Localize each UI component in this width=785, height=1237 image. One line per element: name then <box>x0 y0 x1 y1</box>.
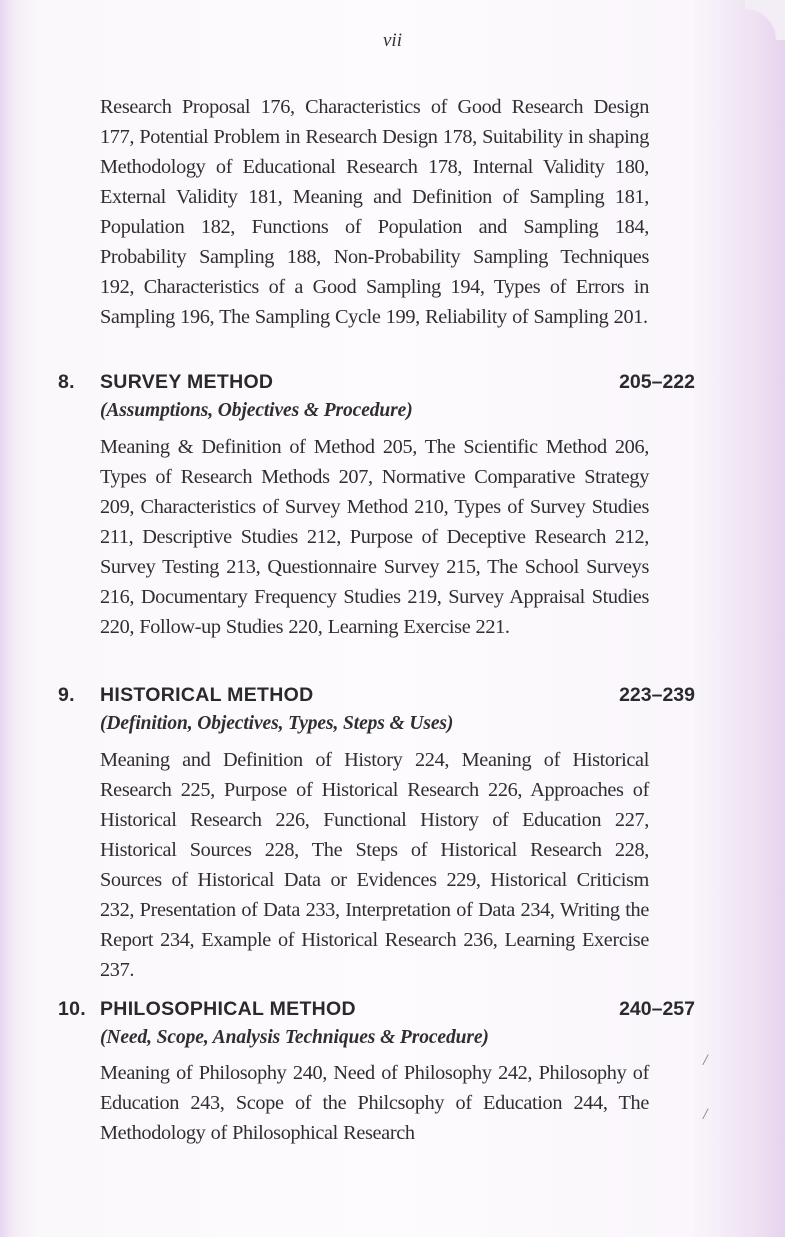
chapter-heading-8 <box>58 371 695 399</box>
pencil-mark: / <box>703 1052 708 1069</box>
chapter-subtitle-9: (Definition, Objectives, Types, Steps & Uses) <box>100 713 454 734</box>
page-number: vii <box>383 30 402 51</box>
chapter-subtitle-10: (Need, Scope, Analysis Techniques & Procedure) <box>100 1027 489 1048</box>
chapter-contents-9: Meaning and Definition of History 224, Meaning of Historical Research 225, Purpose of Historical Research 226, Approaches of Historical Research 226, Functional History of Education 227, Historical Sources 228, The Steps of Historical Research 228, Sources of Historical Data or Evidences 229, Historical Criticism 232, Presentation of Data 233, Interpretation of Data 234, Writing the Report 234, Example of Historical Research 236, Learning Exercise 237. <box>100 749 649 981</box>
chapter-page-range: 240–257 <box>619 998 695 1020</box>
chapter-contents-8: Meaning & Definition of Method 205, The Scientific Method 206, Types of Research Methods 207, Normative Comparative Strategy 209, Characteristics of Survey Method 210, Types of Survey Studies 211, Descriptive Studies 212, Purpose of Deceptive Research 212, Survey Testing 213, Questionnaire Survey 215, The School Surveys 216, Documentary Frequency Studies 219, Survey Appraisal Studies 220, Follow-up Studies 220, Learning Exercise 221. <box>100 436 649 638</box>
chapter-title: HISTORICAL METHOD <box>100 684 314 706</box>
chapter-heading-10 <box>58 998 695 1026</box>
chapter-title: PHILOSOPHICAL METHOD <box>100 998 356 1020</box>
chapter-contents-10: Meaning of Philosophy 240, Need of Philosophy 242, Philosophy of Education 243, Scope of the Philcsophy of Education 244, The Methodology of Philosophical Research <box>100 1062 649 1144</box>
pencil-mark: / <box>703 1106 708 1123</box>
chapter-page-range: 205–222 <box>619 371 695 393</box>
chapter-number: 8. <box>58 371 75 393</box>
chapter-page-range: 223–239 <box>619 684 695 706</box>
chapter-subtitle-8: (Assumptions, Objectives & Procedure) <box>100 400 413 421</box>
chapter-heading-9 <box>58 684 695 712</box>
chapter-number: 10. <box>58 998 87 1020</box>
chapter-number: 9. <box>58 684 75 706</box>
continued-contents-paragraph: Research Proposal 176, Characteristics of Good Research Design 177, Potential Problem in Research Design 178, Suitability in shaping Methodology of Educational Research 178, Internal Validity 180, External Validity 181, Meaning and Definition of Sampling 181, Population 182, Functions of Population and Sampling 184, Probability Sampling 188, Non-Probability Sampling Techniques 192, Characteristics of a Good Sampling 194, Types of Errors in Sampling 196, The Sampling Cycle 199, Reliability of Sampling 201. <box>100 96 649 328</box>
chapter-title: SURVEY METHOD <box>100 371 274 393</box>
